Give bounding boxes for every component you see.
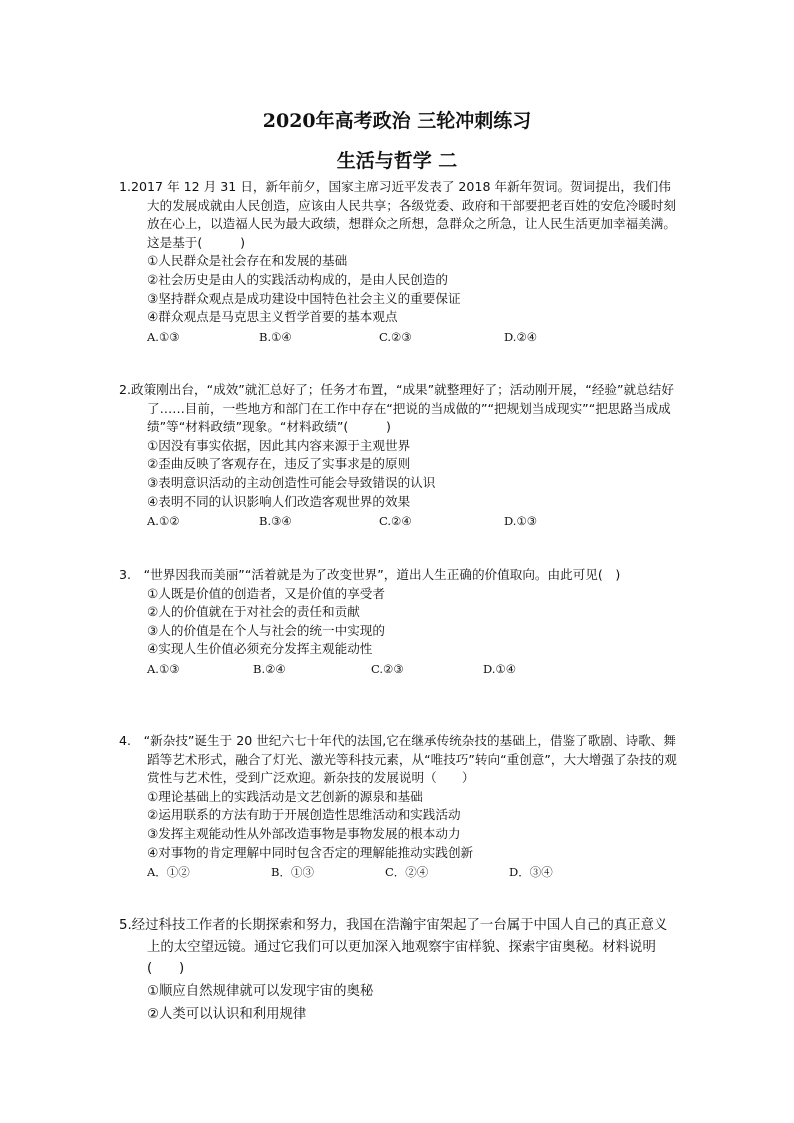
question-stem: 1.2017 年 12 月 31 日，新年前夕，国家主席习近平发表了 2018 年新年贺词。贺词提出，我们伟大的发展成就由人民创造，应该由人民共享；各级党委、政府和干部要把老百姓的安危冷暖时刻放在心上，以造福人民为最大政绩，想群众之所想，急群众之所急，让人民生活更加幸福美满。这是基于( ): [119, 179, 676, 250]
choice-c: C.②③: [371, 661, 404, 676]
option-1: ①顺应自然规律就可以发现宇宙的奥秘: [147, 983, 374, 999]
option-4: ④实现人生价值必须充分发挥主观能动性: [147, 641, 373, 657]
question-stem: 2.政策刚出台，“成效”就汇总好了；任务才布置，“成果”就整理好了；活动刚开展，“经验”就总结好了……目前，一些地方和部门在工作中存在“把说的当成做的”“把规划当成现实”“把思路当成成绩”等“材料政绩”现象。“材料政绩”( ): [119, 382, 674, 435]
option-2: ②人类可以认识和利用规律: [147, 1006, 307, 1022]
choice-d: D.①③: [504, 514, 538, 529]
choice-a: A.①③: [147, 661, 180, 676]
option-3: ③人的价值是在个人与社会的统一中实现的: [147, 622, 385, 638]
option-2: ②社会历史是由人的实践活动构成的，是由人民创造的: [147, 271, 448, 287]
answer-choices: [119, 512, 679, 531]
choice-c: C.②③: [379, 329, 412, 344]
choice-d: D.①④: [483, 661, 517, 676]
choice-a: A．①②: [147, 865, 190, 880]
choice-b: B.②④: [253, 661, 286, 676]
option-1: ①因没有事实依据，因此其内容来源于主观世界: [147, 437, 411, 453]
question-2: [119, 381, 679, 531]
answer-choices: [119, 660, 679, 679]
choice-b: B.①④: [259, 329, 292, 344]
choice-d: D．③④: [509, 865, 553, 880]
choice-a: A.①③: [147, 329, 180, 344]
option-2: ②人的价值就在于对社会的责任和贡献: [147, 604, 360, 620]
option-1: ①人民群众是社会存在和发展的基础: [147, 253, 348, 269]
answer-choices: [119, 328, 679, 347]
page-title: 2020年高考政治 三轮冲刺练习: [262, 110, 532, 132]
question-1: [119, 178, 679, 346]
question-stem: 5.经过科技工作者的长期探索和努力，我国在浩瀚宇宙架起了一台属于中国人自己的真正意义上的太空望远镜。通过它我们可以更加深入地观察宇宙样貌、探索宇宙奥秘。材料说明( ): [119, 918, 668, 976]
option-4: ④群众观点是马克思主义哲学首要的基本观点: [147, 309, 398, 325]
question-stem: 4. “新杂技”诞生于 20 世纪六七十年代的法国,它在继承传统杂技的基础上，借鉴了歌剧、诗歌、舞蹈等艺术形式，融合了灯光、激光等科技元素，从“唯技巧”转向“重创意”，大大增强了杂技的观赏性与艺术性，受到广泛欢迎。新杂技的发展说明（ ）: [119, 733, 677, 786]
answer-choices: [119, 863, 679, 882]
page-subtitle: 生活与哲学 二: [336, 150, 458, 172]
option-2: ②运用联系的方法有助于开展创造性思维活动和实践活动: [147, 807, 461, 823]
choice-a: A.①②: [147, 514, 180, 529]
question-4: [119, 732, 679, 882]
option-2: ②歪曲反映了客观存在，违反了实事求是的原则: [147, 456, 411, 472]
option-4: ④表明不同的认识影响人们改造客观世界的效果: [147, 493, 411, 509]
choice-d: D.②④: [504, 329, 538, 344]
option-4: ④对事物的肯定理解中同时包含否定的理解能推动实践创新: [147, 844, 474, 860]
question-5: [119, 915, 679, 1026]
question-stem: 3. “世界因我而美丽”“活着就是为了改变世界”，道出人生正确的价值取向。由此可见( ): [119, 567, 621, 582]
choice-b: B．①③: [271, 865, 314, 880]
question-3: [119, 566, 679, 679]
choice-c: C．②④: [385, 865, 429, 880]
option-3: ③表明意识活动的主动创造性可能会导致错误的认识: [147, 474, 436, 490]
option-1: ①人既是价值的创造者，又是价值的享受者: [147, 585, 385, 601]
option-1: ①理论基础上的实践活动是文艺创新的源泉和基础: [147, 788, 423, 804]
choice-b: B.③④: [259, 514, 292, 529]
choice-c: C.②④: [379, 514, 412, 529]
option-3: ③发挥主观能动性从外部改造事物是事物发展的根本动力: [147, 825, 461, 841]
option-3: ③坚持群众观点是成功建设中国特色社会主义的重要保证: [147, 290, 461, 306]
